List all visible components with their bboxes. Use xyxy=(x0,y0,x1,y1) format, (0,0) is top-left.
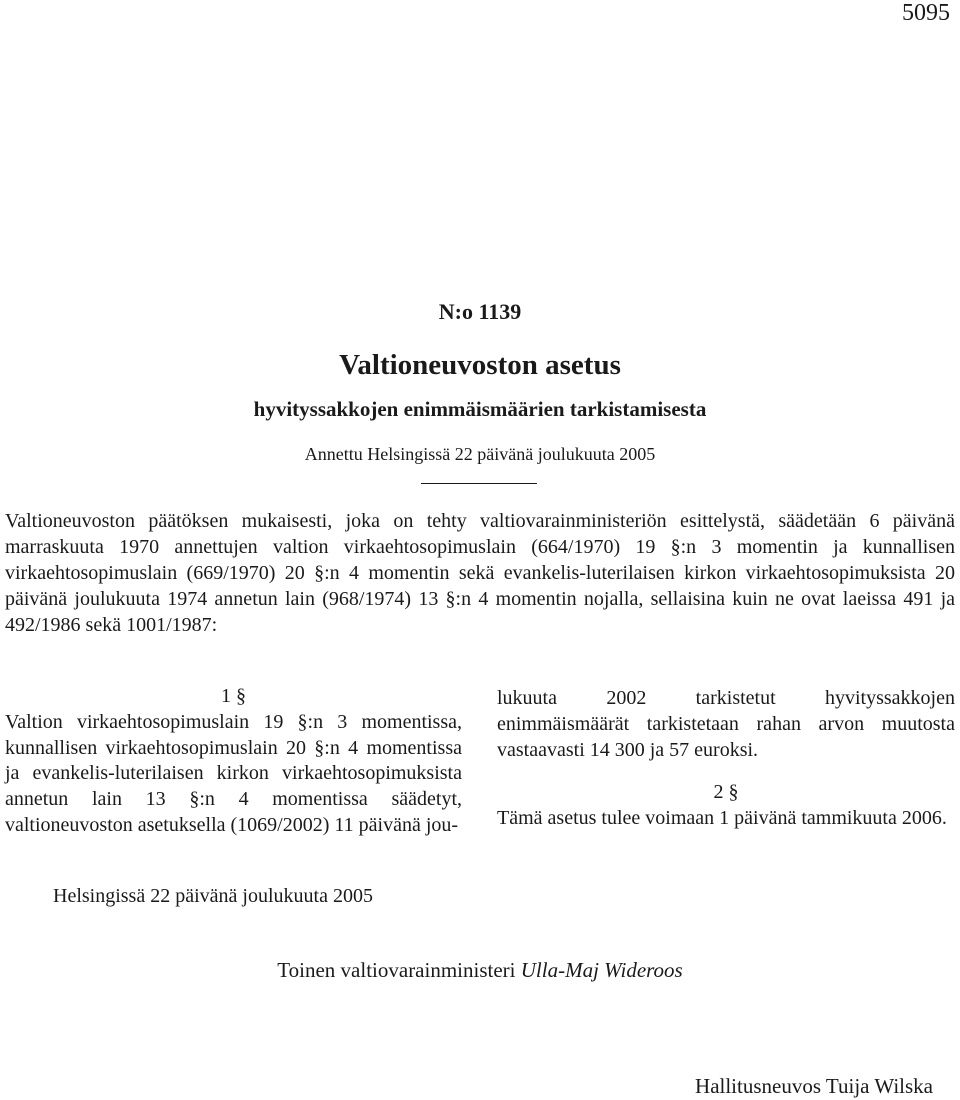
signature-counsellor xyxy=(695,1072,933,1100)
section-2-heading: 2 § xyxy=(713,781,739,804)
page-number: 5095 xyxy=(902,0,950,26)
section-2-text: Tämä asetus tulee voimaan 1 päivänä tammikuuta 2006. xyxy=(497,807,947,830)
preamble-paragraph: Valtioneuvoston päätöksen mukaisesti, joka on tehty valtiovarainministeriön esittelystä, säädetään 6 päivänä marraskuuta 1970 annettujen valtion virkaehtosopimuslain (664/1970) 19 §:n 3 momentin ja kunnallisen virkaehtosopimuslain (669/1970) 20 §:n 4 momentin sekä evankelis-luterilaisen kirkon virkaehtosopimuksista 20 päivänä joulukuuta 1974 annetun lain (968/1974) 13 §:n 4 momentin nojalla, sellaisina kuin ne ovat laeissa 491 ja 492/1986 sekä 1001/1987: xyxy=(5,510,955,636)
right-column xyxy=(497,686,955,832)
section-1-text-part-2: lukuuta 2002 tarkistetut hyvityssakkojen enimmäismäärät tarkistetaan rahan arvon muutosta vastaavasti 14 300 ja 57 euroksi. xyxy=(497,687,955,761)
document-title: Valtioneuvoston asetus xyxy=(339,349,621,381)
title-divider xyxy=(421,483,537,484)
signer-1-title: Toinen valtiovarainministeri xyxy=(277,958,516,982)
left-column xyxy=(5,684,462,839)
section-1-heading: 1 § xyxy=(221,685,246,707)
section-1-text-part-1: Valtion virkaehtosopimuslain 19 §:n 3 momentissa, kunnallisen virkaehtosopimuslain 20 §:n 4 momentissa ja evankelis-luterilaisen kirkon virkaehtosopimuksista annetun lain 13 §:n 4 momentissa säädetyt, valtioneuvoston asetuksella (1069/2002) 11 päivänä jou- xyxy=(5,710,462,836)
place-and-date: Helsingissä 22 päivänä joulukuuta 2005 xyxy=(53,885,373,907)
signature-minister xyxy=(0,956,960,984)
section-spacer xyxy=(497,763,955,780)
signer-2-title: Hallitusneuvos xyxy=(695,1074,822,1098)
signer-2-name: Tuija Wilska xyxy=(825,1074,933,1098)
statute-number: N:o 1139 xyxy=(438,299,522,324)
signer-1-name: Ulla-Maj Wideroos xyxy=(520,958,683,982)
document-subtitle: hyvityssakkojen enimmäismäärien tarkistamisesta xyxy=(253,397,707,421)
given-date-line: Annettu Helsingissä 22 päivänä joulukuuta 2005 xyxy=(304,444,656,464)
